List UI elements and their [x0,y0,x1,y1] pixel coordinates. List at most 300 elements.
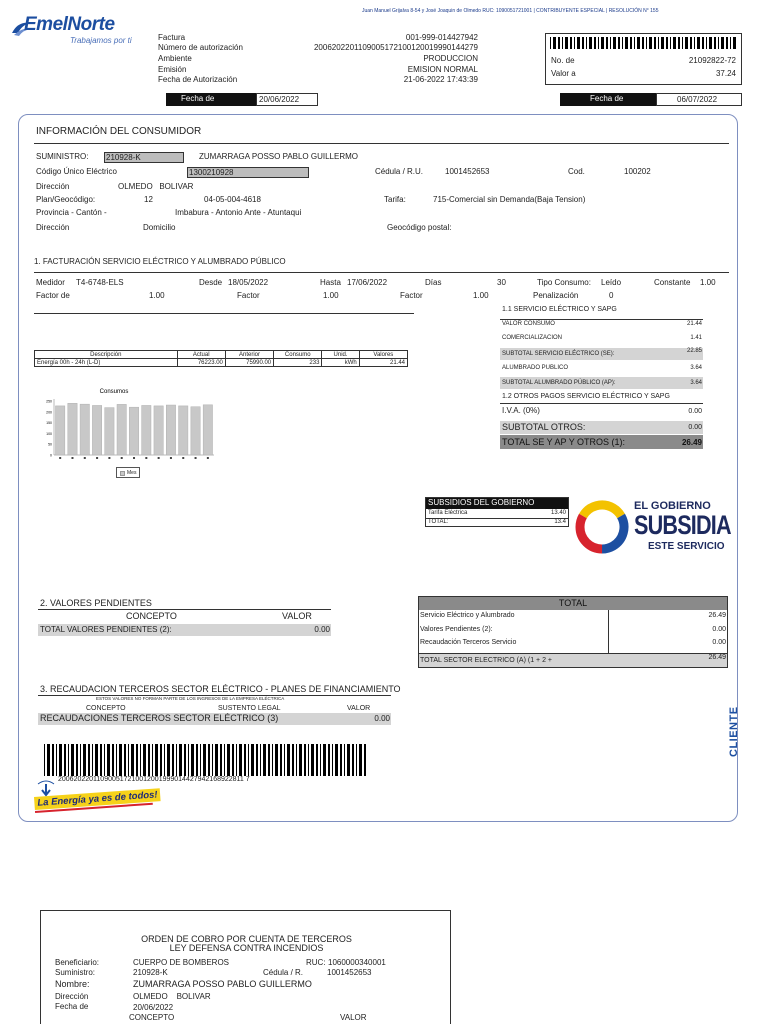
cell-actual: 76223.00 [177,359,225,367]
barcode-bar [356,744,357,776]
plan-value: 12 [144,195,153,204]
barcode-bar [714,37,716,49]
barcode-bar [682,37,683,49]
barcode-bar [152,744,153,776]
x-tick-mark [195,457,197,459]
suministro-value: 210928-K [104,152,184,163]
barcode-bar [594,37,596,49]
chart-bar [55,406,64,455]
barcode-bar [332,744,333,776]
total-se-ap-row [500,435,703,449]
cliente-side-label: CLIENTE [728,706,740,757]
barcode-bar [263,744,266,776]
chart-bar [191,407,200,455]
codigo-unico-label: Código Único Eléctrico [36,167,117,176]
barcode-bar [100,744,102,776]
barcode-bar [56,744,57,776]
tarifa-value: 715-Comercial sin Demanda(Baja Tension) [433,195,586,204]
fecha-vencimiento-value: 06/07/2022 [656,93,742,106]
barcode-bar [95,744,98,776]
barcode-bar [613,37,616,49]
factor1-label: Factor de [36,291,70,300]
third-party-total-label: RECAUDACIONES TERCEROS SECTOR ELÉCTRICO (3) [40,713,279,723]
x-tick-mark [71,457,73,459]
totals-row-pendientes-label: Valores Pendientes (2): [420,626,493,633]
header-actual: Actual [177,351,225,359]
barcode-bar [131,744,134,776]
barcode-number: 200620220110900517210012001999014427942168922811 7 [58,776,250,783]
order-cedula-value: 1001452653 [327,968,372,977]
order-concepto-header: CONCEPTO [129,1013,175,1022]
barcode-bar [646,37,647,49]
barcode-bar [340,744,342,776]
header-anterior: Anterior [225,351,273,359]
barcode-bar [702,37,704,49]
y-tick-label: 0 [50,453,52,458]
order-ruc-label: RUC: [306,958,326,967]
x-tick-mark [108,457,110,459]
constante-label: Constante [654,278,691,287]
order-title-line2: LEY DEFENSA CONTRA INCENDIOS [169,943,324,953]
x-tick-mark [133,457,135,459]
chart-bar [92,405,101,455]
ambiente-value: PRODUCCION [423,54,478,63]
fecha-autorizacion-label: Fecha de Autorización [158,75,238,84]
cell-anterior: 75990.00 [225,359,273,367]
barcode-bar [52,744,54,776]
barcode-bar [658,37,659,49]
factura-value: 001-999-014427942 [405,33,478,42]
barcode-bar [618,37,620,49]
factor2-label: Factor [237,291,260,300]
medidor-label: Medidor [36,278,65,287]
chart-bar [154,406,163,455]
tarifa-label: Tarifa: [384,195,406,204]
third-party-note: ESTOS VALORES NO FORMAN PARTE DE LOS INGRESOS DE LA EMPRESA ELÉCTRICA [96,696,285,701]
direccion2-value: Domicilio [143,223,176,232]
barcode-bar [200,744,201,776]
order-fecha-label: Fecha de [55,1002,89,1011]
subsidy-banner [574,499,734,555]
valor-consumo-label: VALOR CONSUMO [502,321,555,327]
third-party-concepto-header: CONCEPTO [86,705,126,712]
barcode-bar [565,37,568,49]
barcode-bar [299,744,302,776]
barcode-bar [654,37,656,49]
totals-row-servicio-value: 26.49 [708,612,726,619]
chart-bar [80,404,89,455]
barcode-bar [196,744,198,776]
barcode-bar [328,744,330,776]
barcode-bar [280,744,282,776]
header-consumo: Consumo [274,351,322,359]
nro-de-value: 21092822-72 [688,56,736,65]
chart-bar [105,408,114,455]
barcode-bar [359,744,362,776]
provincia-label: Provincia - Cantón - [36,208,107,217]
order-direccion-label: Dirección [55,992,89,1001]
chart-legend [116,467,140,478]
barcode-bar [697,37,700,49]
logo-emel-text: Emel [24,14,68,35]
header-descripcion: Descripción [35,351,178,359]
barcode-bar [220,744,222,776]
valor-consumo-value: 21.44 [686,321,702,327]
consumption-table [34,350,408,367]
totals-sector-label: TOTAL SECTOR ELECTRICO (A) (1 + 2 + [420,657,552,664]
y-tick-label: 250 [46,399,52,404]
codigo-unico-value: 1300210928 [187,167,309,178]
barcode-bar [284,744,285,776]
barcode-bar [606,37,608,49]
third-party-total-row [38,713,391,725]
barcode-bar [107,744,110,776]
chart-bar [203,405,212,455]
barcode-bar [191,744,194,776]
cod-value: 100202 [624,167,651,176]
order-beneficiario-value: CUERPO DE BOMBEROS [133,958,230,967]
barcode-bar [637,37,640,49]
x-tick-mark [59,457,61,459]
order-fecha-value: 20/06/2022 [133,1003,174,1012]
cell-consumo: 233 [274,359,322,367]
order-nombre-value: ZUMARRAGA POSSO PABLO GUILLERMO [133,979,312,989]
fecha-emision-label: Fecha de [166,93,256,106]
barcode-bar [730,37,731,49]
constante-value: 1.00 [700,278,716,287]
barcode-bar [224,744,225,776]
hasta-label: Hasta [320,278,341,287]
barcode-bar [311,744,314,776]
billing-section-title: 1. FACTURACIÓN SERVICIO ELÉCTRICO Y ALUMBRADO PÚBLICO [34,257,286,266]
barcode-bar [92,744,93,776]
direccion-label: Dirección [36,182,70,191]
table-row [35,359,408,367]
pending-total-value: 0.00 [314,625,330,634]
totals-row-pendientes-value: 0.00 [712,626,726,633]
barcode-bar [80,744,81,776]
cedula-label: Cédula / R.U. [375,167,424,176]
barcode-bar [227,744,230,776]
consumer-name: ZUMARRAGA POSSO PABLO GUILLERMO [199,152,358,161]
barcode-bar [112,744,114,776]
pending-total-row [38,624,331,636]
direccion-value: OLMEDO BOLIVAR [118,182,194,191]
barcode-bar [128,744,129,776]
barcode-bar [304,744,306,776]
barcode-bar [136,744,138,776]
order-suministro-value: 210928-K [133,968,168,977]
barcode-bar [248,744,249,776]
third-party-valor-header: VALOR [347,705,371,712]
x-tick-mark [145,457,147,459]
barcode-bar [104,744,105,776]
barcode-bar [236,744,237,776]
barcode-bar [630,37,632,49]
table-header-row [35,351,408,359]
barcode-bar [582,37,584,49]
iva-value: 0.00 [688,408,702,415]
cedula-value: 1001452653 [445,167,490,176]
barcode-bar [574,37,575,49]
dias-value: 30 [497,278,506,287]
barcode-bar [272,744,273,776]
subtotal-se-row [500,348,703,360]
barcode-bar [244,744,246,776]
order-ruc-value: 1060000340001 [328,958,386,967]
subsidy-title: SUBSIDIOS DEL GOBIERNO [426,498,568,509]
legend-swatch [120,471,125,476]
barcode-bar [570,37,572,49]
header-valores: Valores [359,351,407,359]
barcode-bar [625,37,628,49]
factor2-value: 1.00 [323,291,339,300]
x-tick-mark [170,457,172,459]
nro-de-label: No. de [551,56,575,65]
barcode-bar [649,37,652,49]
iva-label: I.V.A. (0%) [502,406,540,415]
third-party-title: 3. RECAUDACION TERCEROS SECTOR ELÉCTRICO - PLANES DE FINANCIAMIENTO [40,684,401,694]
order-direccion-value: OLMEDO BOLIVAR [133,992,211,1001]
barcode-bar [690,37,692,49]
totals-sector-row [419,653,727,667]
subtotal-se-value: 22.85 [686,348,702,354]
chart-bar [117,404,126,455]
barcode-bar [176,744,177,776]
subtotal-ap-row [500,377,703,389]
totals-title: TOTAL [419,597,727,610]
barcode-bar [622,37,623,49]
penalizacion-label: Penalización [533,291,579,300]
barcode-bar [155,744,158,776]
y-tick-label: 50 [48,442,52,447]
barcode-bar [140,744,141,776]
barcode-bar [251,744,254,776]
sec12-title: 1.2 OTROS PAGOS SERVICIO ELÉCTRICO Y SAPG [502,393,670,400]
chart-bar [142,405,151,455]
y-tick-label: 100 [46,431,52,436]
barcode-bar [239,744,242,776]
subtotal-otros-label: SUBTOTAL OTROS: [502,422,586,432]
subsidy-tarifa-label: Tarifa Eléctrica [428,510,468,516]
emision-value: EMISION NORMAL [407,65,478,74]
geocodigo-postal-label: Geocódigo postal: [387,223,452,232]
tipo-consumo-value: Leído [601,278,622,287]
subsidy-banner-line1: EL GOBIERNO [634,500,711,512]
barcode-bar [364,744,366,776]
barcode-bar [83,744,86,776]
barcode-bar [208,744,210,776]
chart-bar [68,403,77,455]
barcode-bar [344,744,345,776]
autorizacion-value: 2006202201109005172100120019990144279 [313,43,478,52]
suministro-label: SUMINISTRO: [36,152,89,161]
pending-section-title: 2. VALORES PENDIENTES [40,598,152,608]
barcode-bar [706,37,707,49]
barcode-bar [287,744,290,776]
sec11-title: 1.1 SERVICIO ELÉCTRICO Y SAPG [502,306,617,313]
subsidy-banner-line2: SUBSIDIA [634,510,731,540]
x-tick-mark [96,457,98,459]
barcode-bar [47,744,50,776]
subsidy-tarifa-value: 13.40 [550,510,566,516]
totals-sector-value: 26.49 [708,654,726,661]
barcode-bar [316,744,318,776]
cod-label: Cod. [568,167,585,176]
barcode-bar [601,37,604,49]
barcode-bar [44,744,45,776]
barcode-bar [323,744,326,776]
barcode-bar [148,744,150,776]
provincia-value: Imbabura - Antonio Ante - Atuntaqui [175,208,302,217]
y-tick-label: 150 [46,421,52,426]
barcode-bar [709,37,712,49]
barcode-bar [558,37,560,49]
factura-label: Factura [158,33,186,42]
barcode-bar [661,37,664,49]
subtotal-se-label: SUBTOTAL SERVICIO ELÉCTRICO (SE): [502,351,615,357]
subsidy-banner-line3: ESTE SERVICIO [648,541,725,552]
subsidy-total-value: 13.4 [554,519,566,525]
barcode-bar [116,744,117,776]
barcode-bar [232,744,234,776]
barcode-bar [64,744,66,776]
third-party-sustento-header: SUSTENTO LEGAL [218,705,281,712]
barcode-bar [59,744,62,776]
legend-label: Mes [127,470,137,476]
factor3-label: Factor [400,291,423,300]
ambiente-label: Ambiente [158,54,192,63]
desde-value: 18/05/2022 [228,278,269,287]
valor-a-label: Valor a [551,69,576,78]
order-title-line1: ORDEN DE COBRO POR CUENTA DE TERCEROS [141,934,352,944]
barcode-bar [673,37,676,49]
barcode-bar [670,37,671,49]
barcode-bar [71,744,74,776]
subsidy-table [425,497,569,527]
chart-bar [129,407,138,455]
barcode-bar [721,37,724,49]
barcode-bar [308,744,309,776]
barcode-bar [550,37,551,49]
x-tick-mark [182,457,184,459]
barcode-bar [553,37,556,49]
barcode-bar [733,37,736,49]
totals-row-servicio-label: Servicio Eléctrico y Alumbrado [420,612,515,619]
x-tick-mark [158,457,160,459]
subtotal-otros-value: 0.00 [688,424,702,431]
desde-label: Desde [199,278,223,287]
barcode-bar [179,744,182,776]
barcode-bar [598,37,599,49]
emision-label: Emisión [158,65,187,74]
subtotal-otros-row [500,421,703,434]
barcode-bar [352,744,354,776]
x-tick-mark [121,457,123,459]
barcode-bar [212,744,213,776]
barcode-bar [68,744,69,776]
order-cedula-label: Cédula / R. [263,968,304,977]
barcode-bar [634,37,635,49]
chart-bar [166,405,175,455]
barcode-bar [642,37,644,49]
fecha-emision-value: 20/06/2022 [256,93,318,106]
dias-label: Días [425,278,442,287]
barcode-bar [577,37,580,49]
barcode-bar [610,37,611,49]
subsidy-logo-icon [574,499,630,555]
barcode-bar [292,744,294,776]
tipo-consumo-label: Tipo Consumo: [537,278,591,287]
barcode-bar [589,37,592,49]
alumbrado-label: ALUMBRADO PUBLICO [502,365,569,371]
barcode-bar [143,744,146,776]
barcode-bar [347,744,350,776]
total-se-ap-label: TOTAL SE Y AP Y OTROS (1): [502,437,626,447]
barcode-bar [119,744,122,776]
totals-row-recaudacion-value: 0.00 [712,639,726,646]
fecha-autorizacion-value: 21-06-2022 17:43:39 [403,75,478,84]
barcode-bar [335,744,338,776]
cell-valores: 21.44 [359,359,407,367]
header-barcode [550,37,737,49]
fecha-vencimiento-label: Fecha de [560,93,656,106]
barcode-bar [260,744,261,776]
barcode-bar [76,744,78,776]
order-beneficiario-label: Beneficiario: [55,958,100,967]
comercializacion-value: 1.41 [690,335,702,341]
barcode-bar [718,37,719,49]
hasta-value: 17/06/2022 [347,278,388,287]
barcode-bar [164,744,165,776]
barcode-bar [124,744,126,776]
x-tick-mark [84,457,86,459]
barcode-bar [586,37,587,49]
barcode-bar [160,744,162,776]
total-se-ap-value: 26.49 [681,438,702,447]
company-address-line: Juan Manuel Grijalva 8-54 y José Joaquin de Olmedo RUC: 1090051721001 | CONTRIBUYENTE ESPECIAL | RESOLUCIÓN N° 155 [362,8,659,14]
payment-barcode [44,744,370,776]
barcode-bar [256,744,258,776]
barcode-bar [296,744,297,776]
barcode-bar [678,37,680,49]
barcode-bar [666,37,668,49]
barcode-bar [215,744,218,776]
alumbrado-value: 3.64 [690,365,702,371]
logo-norte-text: Norte [67,14,115,35]
geocodigo-value: 04-05-004-4618 [204,195,261,204]
order-valor-header: VALOR [340,1013,367,1022]
slogan-text: La Energía ya es de todos! [34,788,161,810]
barcode-bar [562,37,563,49]
order-suministro-label: Suministro: [55,968,96,977]
subtotal-ap-value: 3.64 [690,380,702,386]
direccion2-label: Dirección [36,223,70,232]
logo-tagline: Trabajamos por ti [70,36,132,45]
autorizacion-label: Número de autorización [158,43,243,52]
pending-valor-header: VALOR [282,611,312,621]
barcode-bar [685,37,688,49]
penalizacion-value: 0 [609,291,614,300]
comercializacion-label: COMERCIALIZACION [502,335,563,341]
totals-box [418,596,728,668]
plan-label: Plan/Geocódigo: [36,195,96,204]
barcode-bar [167,744,170,776]
x-tick-mark [207,457,209,459]
factor3-value: 1.00 [473,291,489,300]
collection-order-box [40,910,451,1024]
cell-descripcion: Energía 00h - 24h (L-D) [35,359,178,367]
